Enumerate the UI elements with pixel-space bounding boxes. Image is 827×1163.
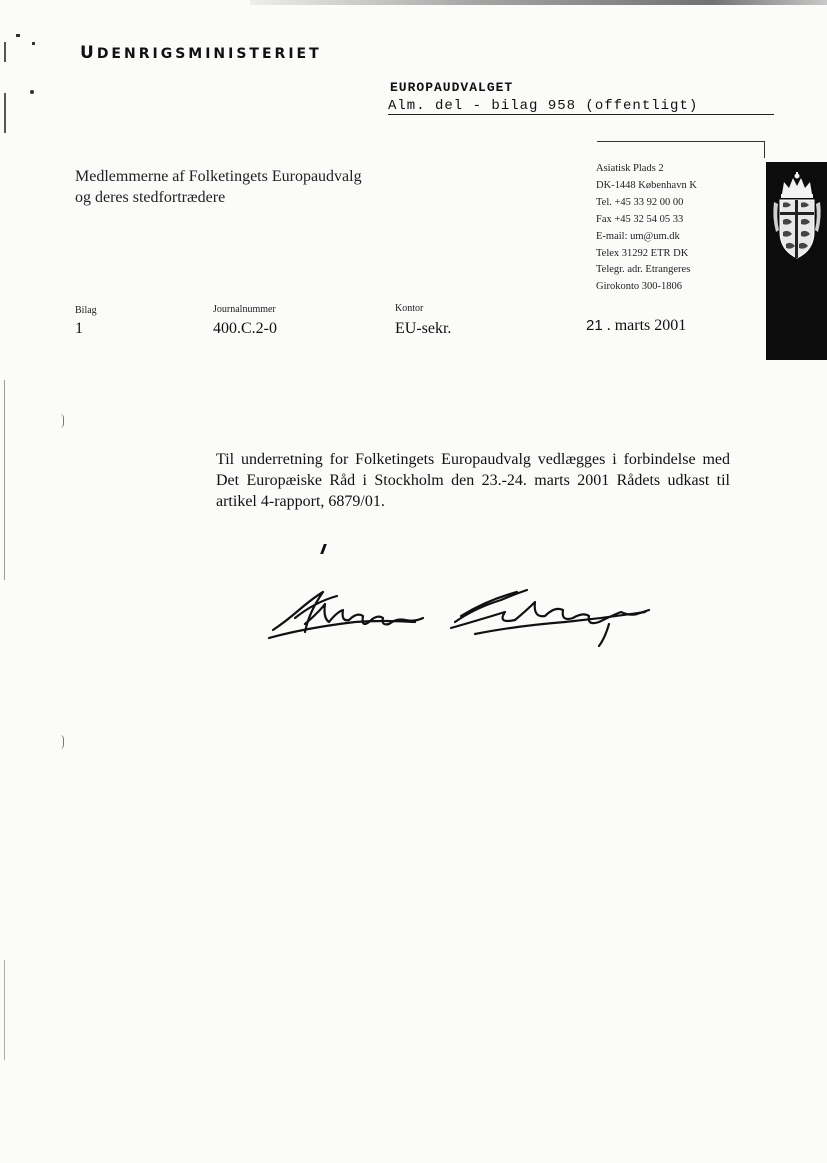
date-month-year: . marts 2001 xyxy=(606,317,687,334)
address-line: Telex 31292 ETR DK xyxy=(596,247,689,259)
address-line: Asiatisk Plads 2 xyxy=(596,163,664,174)
ministry-initial: U xyxy=(80,43,97,63)
recipient-block xyxy=(75,166,362,208)
margin-dot xyxy=(16,34,20,37)
recipient-line1: Medlemmerne af Folketingets Europaudvalg xyxy=(75,168,362,185)
crest-bar xyxy=(766,162,827,360)
address-line: DK-1448 København K xyxy=(596,179,697,191)
address-line: Telegr. adr. Etrangeres xyxy=(596,264,691,276)
margin-mark xyxy=(4,93,6,133)
address-rule xyxy=(597,141,764,142)
address-rule-vertical xyxy=(764,141,765,158)
margin-mark xyxy=(4,380,5,580)
bilag-value: 1 xyxy=(75,320,83,337)
margin-dot xyxy=(30,90,34,94)
ministry-name xyxy=(80,43,322,63)
margin-dot xyxy=(32,42,35,45)
letter-body: Til underretning for Folketingets Europaudvalg vedlægges i forbindelse med Det Europæiske Råd i Stockholm den 23.-24. marts 2001 Rådets udkast til artikel 4-rapport, 6879/01. xyxy=(216,451,730,510)
reference-stamp: Alm. del - bilag 958 (offentligt) xyxy=(388,98,774,115)
ink-stroke xyxy=(320,544,327,554)
margin-mark xyxy=(4,960,5,1060)
address-line: E-mail: um@um.dk xyxy=(596,230,680,242)
ministry-rest: DENRIGSMINISTERIET xyxy=(96,46,322,62)
date-day: 21 xyxy=(586,317,603,334)
sender-address xyxy=(596,161,697,296)
journal-label: Journalnummer xyxy=(213,304,276,315)
address-line: Tel. +45 33 92 00 00 xyxy=(596,196,684,208)
signature-image xyxy=(265,582,655,652)
royal-crest-icon xyxy=(772,172,822,264)
address-line: Fax +45 32 54 05 33 xyxy=(596,213,684,225)
bilag-label: Bilag xyxy=(75,305,97,316)
letter-date xyxy=(586,317,686,335)
scan-edge-line xyxy=(250,0,827,5)
paren-mark xyxy=(60,735,64,749)
address-line: Girokonto 300-1806 xyxy=(596,281,683,293)
journal-value: 400.C.2-0 xyxy=(213,320,277,337)
committee-stamp: EUROPAUDVALGET xyxy=(390,80,514,95)
margin-mark xyxy=(4,42,6,62)
paren-mark xyxy=(60,414,64,428)
kontor-label: Kontor xyxy=(395,303,424,314)
kontor-value: EU-sekr. xyxy=(395,320,452,337)
recipient-line2: og deres stedfortrædere xyxy=(75,189,226,206)
